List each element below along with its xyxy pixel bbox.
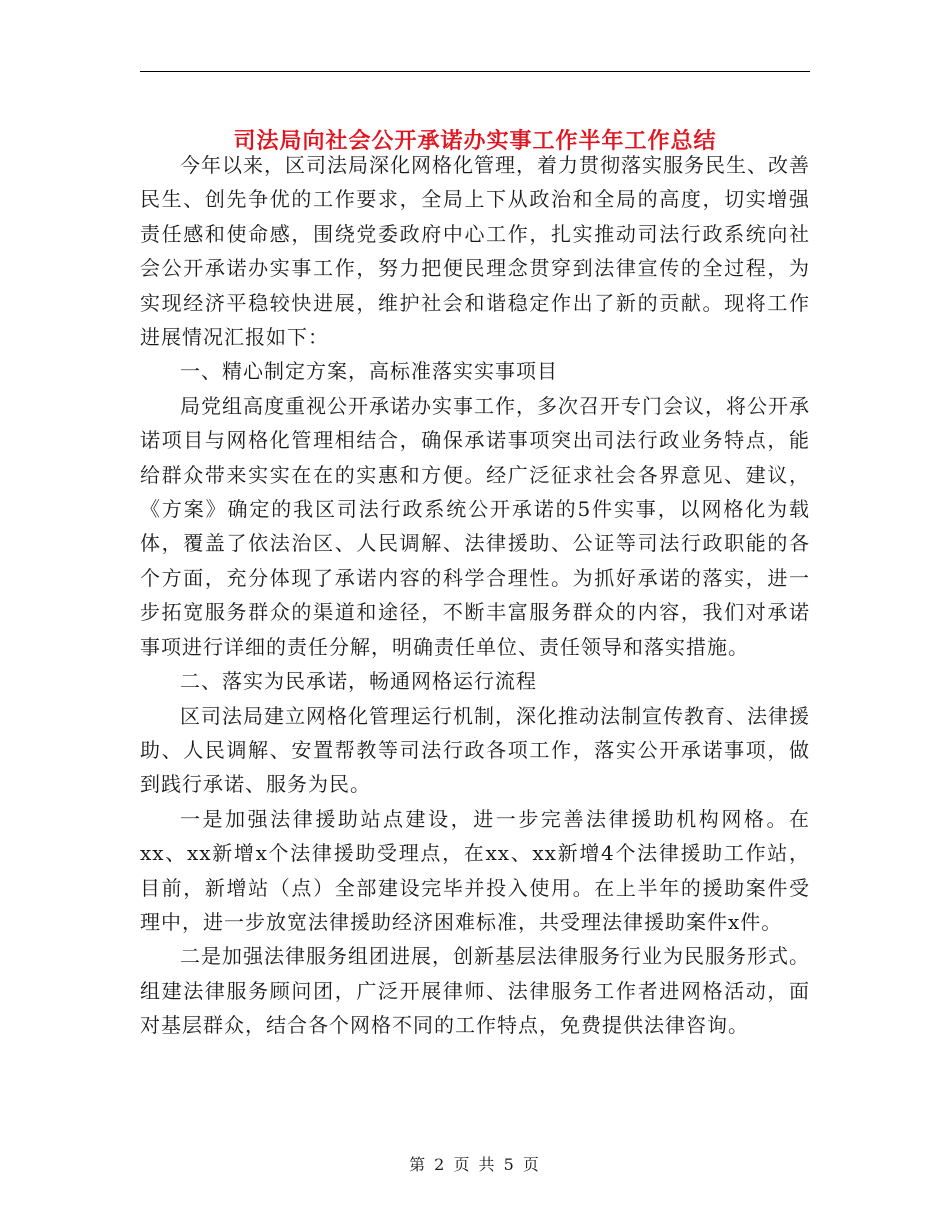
- section-1-paragraph: 局党组高度重视公开承诺办实事工作，多次召开专门会议，将公开承诺项目与网格化管理相结合，确保承诺事项突出司法行政业务特点，能给群众带来实实在在的实惠和方便。经广泛征求社会各界意见、建议，《方案》确定的我区司法行政系统公开承诺的5件实事，以网格化为载体，覆盖了依法治区、人民调解、法律援助、公证等司法行政职能的各个方面，充分体现了承诺内容的科学合理性。为抓好承诺的落实，进一步拓宽服务群众的渠道和途径，不断丰富服务群众的内容，我们对承诺事项进行详细的责任分解，明确责任单位、责任领导和落实措施。: [140, 393, 810, 659]
- document-title: 司法局向社会公开承诺办实事工作半年工作总结: [233, 127, 717, 154]
- document-body: [140, 148, 810, 1043]
- item-1-paragraph: 一是加强法律援助站点建设，进一步完善法律援助机构网格。在xx、xx新增x个法律援助受理点，在xx、xx新增4个法律援助工作站，目前，新增站（点）全部建设完毕并投入使用。在上半年的援助案件受理中，进一步放宽法律援助经济困难标准，共受理法律援助案件x件。: [140, 806, 810, 934]
- intro-paragraph: 今年以来，区司法局深化网格化管理，着力贯彻落实服务民生、改善民生、创先争优的工作要求，全局上下从政治和全局的高度，切实增强责任感和使命感，围绕党委政府中心工作，扎实推动司法行政系统向社会公开承诺办实事工作，努力把便民理念贯穿到法律宣传的全过程，为实现经济平稳较快进展，维护社会和谐稳定作出了新的贡献。现将工作进展情况汇报如下：: [140, 153, 810, 350]
- page-number: 第 2 页 共 5 页: [409, 1155, 541, 1174]
- item-2-paragraph: 二是加强法律服务组团进展，创新基层法律服务行业为民服务形式。组建法律服务顾问团，广泛开展律师、法律服务工作者进网格活动，面对基层群众，结合各个网格不同的工作特点，免费提供法律咨询。: [140, 944, 810, 1038]
- section-heading-2: 二、落实为民承诺，畅通网格运行流程: [180, 669, 537, 694]
- header-rule: [140, 71, 810, 72]
- section-2-paragraph: 区司法局建立网格化管理运行机制，深化推动法制宣传教育、法律援助、人民调解、安置帮教等司法行政各项工作，落实公开承诺事项，做到践行承诺、服务为民。: [140, 703, 810, 797]
- section-heading-1: 一、精心制定方案，高标准落实实事项目: [180, 359, 558, 384]
